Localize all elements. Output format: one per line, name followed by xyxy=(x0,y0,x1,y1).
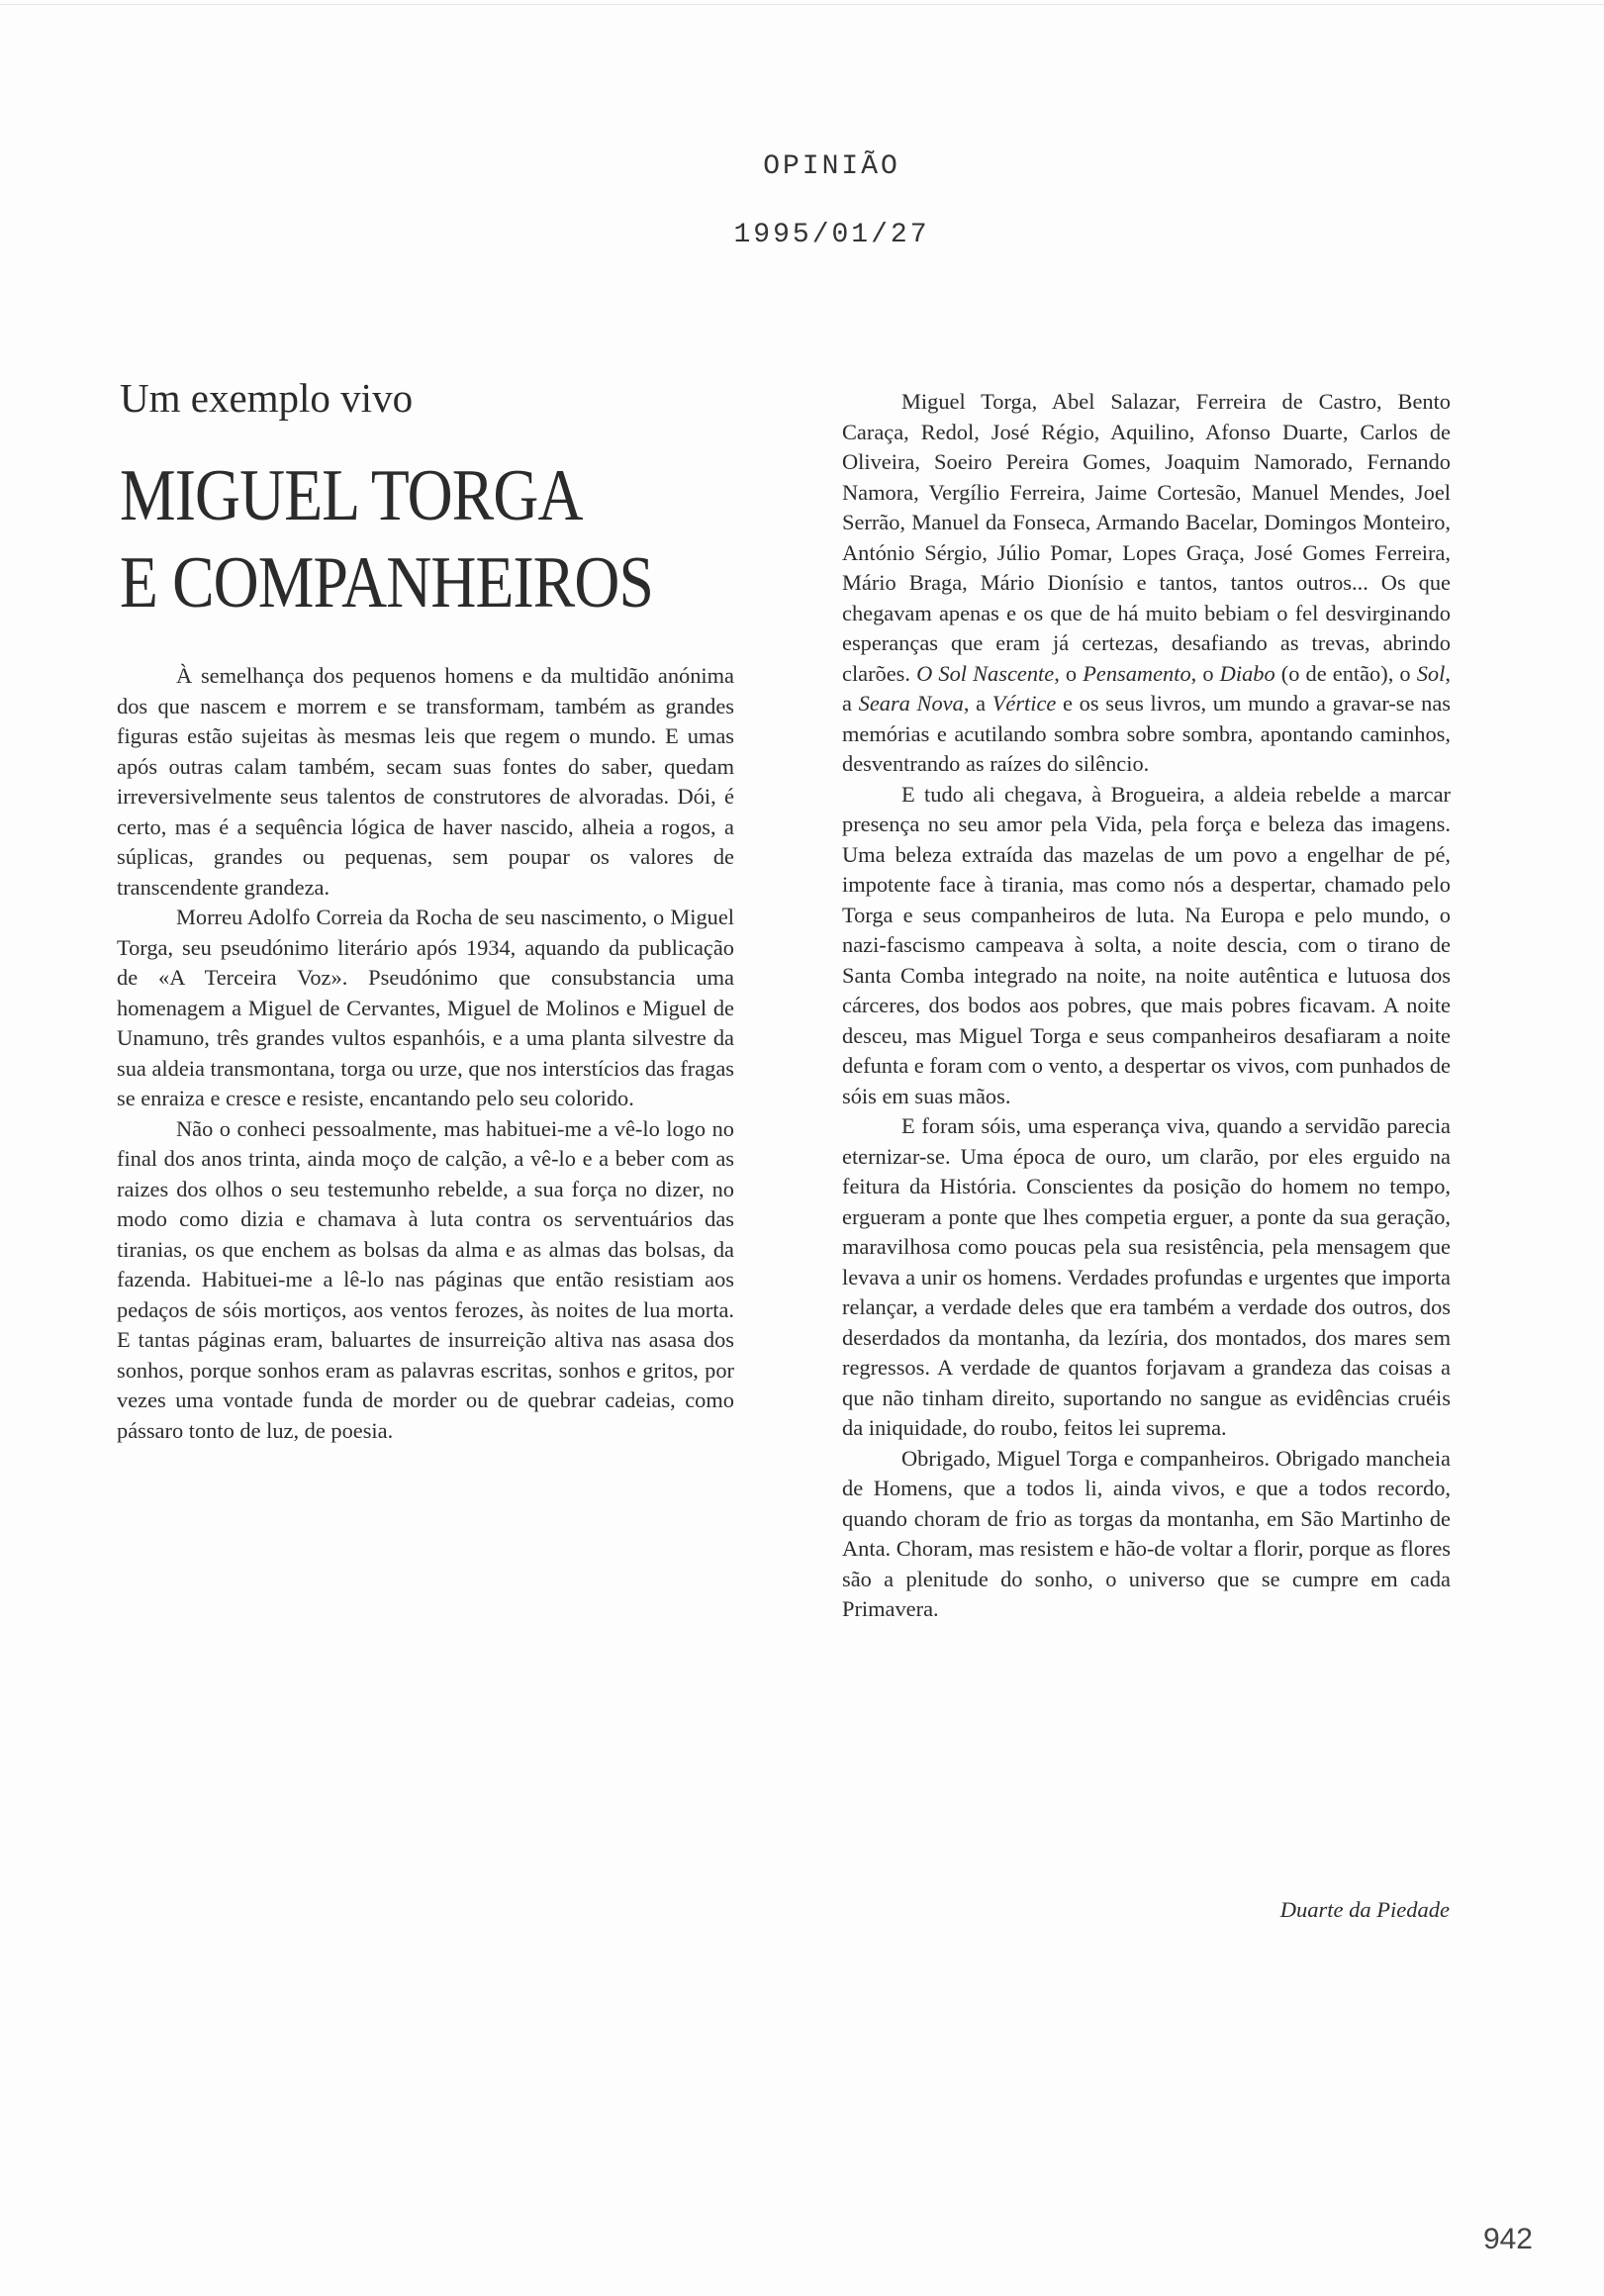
paragraph-text: , o xyxy=(1054,660,1084,686)
publication-title: Sol xyxy=(1416,660,1446,686)
paragraph-text: , a xyxy=(963,691,992,716)
article-paragraph-left-2 xyxy=(117,903,734,1114)
publication-title: Vértice xyxy=(991,691,1057,716)
article-paragraph-right-4 xyxy=(842,1444,1451,1625)
date-label: 1995/01/27 xyxy=(733,220,930,250)
article-paragraph-left-3 xyxy=(117,1114,734,1447)
paragraph-text: , o xyxy=(1190,660,1220,686)
paragraph-text: Morreu Adolfo Correia da Rocha de seu nascimento, o Miguel Torga, seu pseudónimo literário após 1934, aquando da publicação de «A Terceira Voz». Pseudónimo que consubstancia uma homenagem a Miguel de Cervantes, Miguel de Molinos e Miguel de Unamuno, três grandes vultos espanhóis, e a uma planta silvestre da sua aldeia transmontana, torga ou urze, que nos interstícios das fragas se enraiza e cresce e resiste, encantando pelo seu colorido. xyxy=(117,905,734,1110)
paragraph-text: , a xyxy=(842,660,1451,716)
article-paragraph-right-1 xyxy=(842,387,1451,780)
paragraph-text: À semelhança dos pequenos homens e da multidão anónima dos que nascem e morrem e se transformam, também as grandes figuras estão sujeitas às mesmas leis que regem o mundo. E umas após outras calam também, secam suas fontes do saber, quedam irreversivelmente seus talentos de construtores de alvoradas. Dói, é certo, mas é a sequência lógica de haver nascido, alheia a rogos, a súplicas, grandes ou pequenas, sem poupar os valores de transcendente grandeza. xyxy=(117,663,734,900)
paragraph-text: Não o conheci pessoalmente, mas habituei-me a vê-lo logo no final dos anos trinta, ainda moço de calção, a vê-lo e a beber com as raizes dos olhos o seu testemunho rebelde, a sua força no dizer, no modo como dizia e chamava à luta contra os serventuários das tiranias, os que enchem as bolsas da alma e as almas das bolsas, da fazenda. Habituei-me a lê-lo nas páginas que então resistiam aos pedaços de sóis mortiços, aos ventos ferozes, às noites de lua morta. E tantas páginas eram, baluartes de insurreição altiva nas asasa dos sonhos, porque sonhos eram as palavras escritas, sonhos e gritos, por vezes uma vontade funda de morder ou de quebrar cadeias, como pássaro tonto de luz, de poesia. xyxy=(117,1115,734,1443)
page-number: 942 xyxy=(1482,2223,1533,2255)
article-column-left xyxy=(117,661,734,1446)
paragraph-text: Miguel Torga, Abel Salazar, Ferreira de Castro, Bento Caraça, Redol, José Régio, Aquilino, Afonso Duarte, Carlos de Oliveira, Soeiro Pereira Gomes, Joaquim Namorado, Fernando Namora, Vergílio Ferreira, Jaime Cortesão, Manuel Mendes, Joel Serrão, Manuel da Fonseca, Armando Bacelar, Domingos Monteiro, António Sérgio, Júlio Pomar, Lopes Graça, José Gomes Ferreira, Mário Braga, Mário Dionísio e tantos, tantos outros... Os que chegavam apenas e os que de há muito bebiam o fel desvirginando esperanças que eram já certezas, desafiando as trevas, abrindo clarões. xyxy=(842,389,1451,686)
paragraph-text: E tudo ali chegava, à Brogueira, a aldeia rebelde a marcar presença no seu amor pela Vida, pela força e beleza das imagens. Uma beleza extraída das mazelas de um povo a engelhar de pé, impotente face à tirania, mas como nós a despertar, chamado pelo Torga e seus companheiros de luta. Na Europa e pelo mundo, o nazi-fascismo campeava à solta, a noite descia, com o tirano de Santa Comba integrado na noite, na noite autêntica e lutuosa dos cárceres, dos bodos aos pobres, que mais pobres ficavam. A noite desceu, mas Miguel Torga e seus companheiros desafiaram a noite defunta e foram com o vento, a despertar os vivos, com punhados de sóis em suas mãos. xyxy=(842,781,1451,1108)
paragraph-text: (o de então), o xyxy=(1274,660,1417,686)
publication-title: Seara Nova xyxy=(858,691,964,716)
publication-title: Pensamento xyxy=(1083,660,1191,686)
article-title-line-2: E COMPANHEIROS xyxy=(120,542,654,623)
top-edge-rule xyxy=(0,4,1604,5)
article-kicker: Um exemplo vivo xyxy=(120,375,414,421)
article-title-line-1: MIGUEL TORGA xyxy=(120,455,583,536)
article-column-right xyxy=(842,387,1451,1625)
paragraph-text: Obrigado, Miguel Torga e companheiros. Obrigado mancheia de Homens, que a todos li, ainda vivos, e que a todos recordo, quando choram de frio as torgas da montanha, em São Martinho de Anta. Choram, mas resistem e hão-de voltar a florir, porque as flores são a plenitude do sonho, o universo que se cumpre em cada Primavera. xyxy=(842,1445,1451,1621)
publication-title: Diabo xyxy=(1219,660,1275,686)
publication-title: O Sol Nascente xyxy=(916,660,1055,686)
author-signature: Duarte da Piedade xyxy=(1279,1897,1450,1922)
paragraph-text: e os seus livros, um mundo a gravar-se nas memórias e acutilando sombra sobre sombra, apontando caminhos, desventrando as raízes do silêncio. xyxy=(842,691,1451,776)
article-paragraph-right-2 xyxy=(842,780,1451,1112)
paragraph-text: E foram sóis, uma esperança viva, quando a servidão parecia eternizar-se. Uma época de ouro, um clarão, por eles erguido na feitura da História. Conscientes da posição do homem no tempo, ergueram a ponte que lhes competia erguer, a ponte da sua geração, maravilhosa como poucas pela sua resistência, pela mensagem que levava a unir os homens. Verdades profundas e urgentes que importa relançar, a verdade deles que era também a verdade dos outros, dos deserdados da montanha, da lezíria, dos montados, dos mares sem regressos. A verdade de quantos forjavam a grandeza das coisas a que não tinham direito, suportando no sangue as evidências cruéis da iniquidade, do roubo, feitos lei suprema. xyxy=(842,1113,1451,1440)
article-paragraph-left-1 xyxy=(117,661,734,903)
article-paragraph-right-3 xyxy=(842,1111,1451,1444)
section-label: OPINIÃO xyxy=(763,151,900,182)
